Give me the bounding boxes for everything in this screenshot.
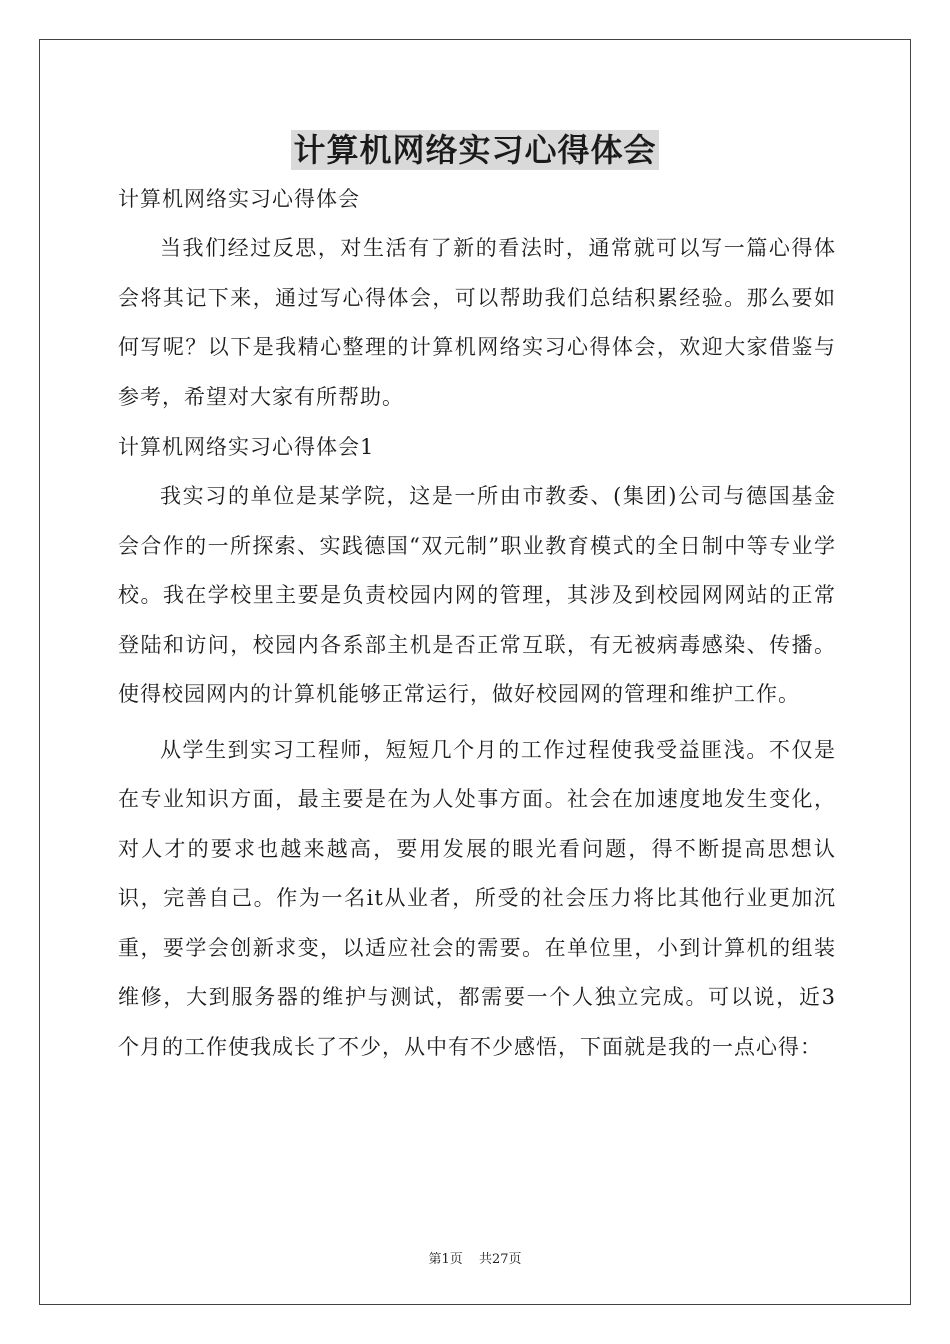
body-paragraph-2: 从学生到实习工程师，短短几个月的工作过程使我受益匪浅。不仅是在专业知识方面，最主要是在为人处事方面。社会在加速度地发生变化，对人才的要求也越来越高，要用发展的眼光看问题，得不断提高思想认识，完善自己。作为一名it从业者，所受的社会压力将比其他行业更加沉重，要学会创新求变，以适应社会的需要。在单位里，小到计算机的组装维修，大到服务器的维护与测试，都需要一个人独立完成。可以说，近3个月的工作使我成长了不少，从中有不少感悟，下面就是我的一点心得： [118,737,836,1059]
document-body [118,180,836,1078]
page-number: 第1页 [428,1252,463,1267]
page-footer [0,1248,950,1267]
document-title [0,130,950,170]
section-heading: 计算机网络实习心得体会1 [118,435,375,459]
page-total: 共27页 [478,1252,522,1267]
intro-paragraph: 当我们经过反思，对生活有了新的看法时，通常就可以写一篇心得体会将其记下来，通过写心得体会，可以帮助我们总结积累经验。那么要如何写呢？以下是我精心整理的计算机网络实习心得体会，欢迎大家借鉴与参考，希望对大家有所帮助。 [118,236,836,409]
document-title-text: 计算机网络实习心得体会 [293,131,657,169]
body-paragraph-1: 我实习的单位是某学院，这是一所由市教委、(集团)公司与德国基金会合作的一所探索、实践德国“双元制”职业教育模式的全日制中等专业学校。我在学校里主要是负责校园内网的管理，其涉及到校园网网站的正常登陆和访问，校园内各系部主机是否正常互联，有无被病毒感染、传播。使得校园网内的计算机能够正常运行，做好校园网的管理和维护工作。 [118,484,836,706]
document-subtitle: 计算机网络实习心得体会 [118,187,360,211]
